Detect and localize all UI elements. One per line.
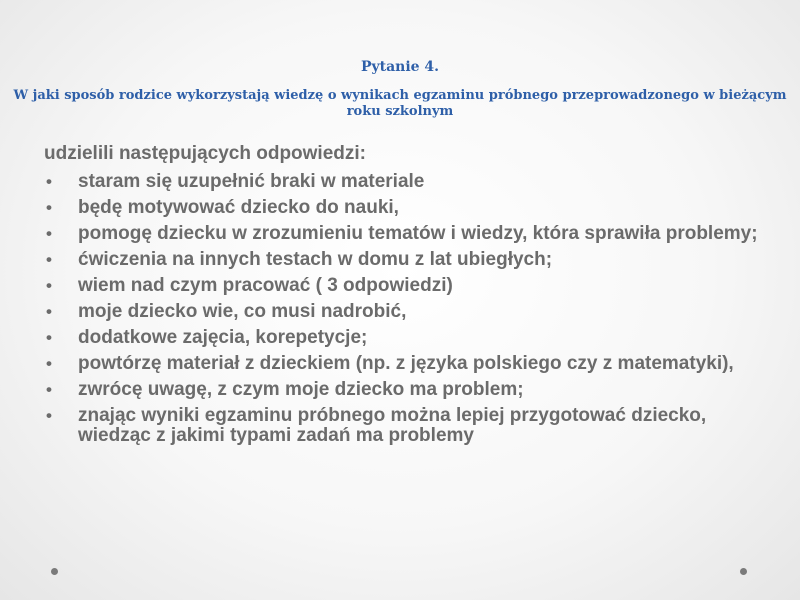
bullet-icon: • [46,354,52,373]
answer-text: wiem nad czym pracować ( 3 odpowiedzi) [78,275,453,296]
intro-text: udzielili następujących odpowiedzi: [44,143,366,164]
answer-text: moje dziecko wie, co musi nadrobić, [78,301,407,322]
answer-text: ćwiczenia na innych testach w domu z lat ubiegłych; [78,249,553,270]
list-item [44,172,774,192]
bullet-icon: • [46,406,52,425]
bullet-icon: • [46,250,52,269]
list-item [44,354,774,374]
list-item [44,302,774,322]
list-item [44,406,774,446]
answer-text: powtórzę materiał z dzieckiem (np. z języka polskiego czy z matematyki), [78,353,734,374]
decorative-dot-left-icon [51,568,58,575]
bullet-icon: • [46,224,52,243]
list-item [44,224,774,244]
list-item [44,250,774,270]
answer-text: zwrócę uwagę, z czym moje dziecko ma problem; [78,379,524,400]
answer-text: pomogę dziecku w zrozumieniu tematów i wiedzy, która sprawiła problemy; [78,223,758,244]
slide-title: Pytanie 4. [360,59,440,75]
slide-subtitle: W jaki sposób rodzice wykorzystają wiedzę o wynikach egzaminu próbnego przeprowadzonego w bieżącym roku szkolnym [13,88,787,119]
answer-text: będę motywować dziecko do nauki, [78,197,399,218]
list-item [44,328,774,348]
bullet-icon: • [46,172,52,191]
bullet-icon: • [46,198,52,217]
list-item [44,380,774,400]
bullet-icon: • [46,302,52,321]
list-item [44,276,774,296]
bullet-icon: • [46,380,52,399]
answer-text: dodatkowe zajęcia, korepetycje; [78,327,368,348]
answer-text: znając wyniki egzaminu próbnego można lepiej przygotować dziecko, wiedząc z jakimi typami zadań ma problemy [78,405,707,446]
slide-content [44,141,774,452]
answer-text: staram się uzupełnić braki w materiale [78,171,425,192]
list-item [44,198,774,218]
bullet-icon: • [46,276,52,295]
bullet-icon: • [46,328,52,347]
answers-list [44,172,774,446]
decorative-dot-right-icon [740,568,747,575]
title-block [10,58,790,120]
